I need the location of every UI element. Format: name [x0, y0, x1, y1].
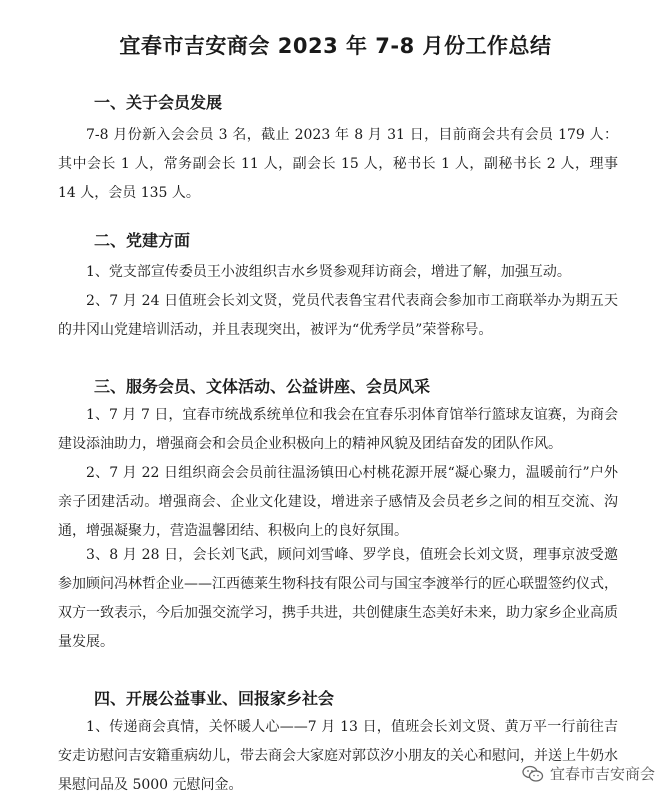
- section-heading-public-welfare: 四、开展公益事业、回报家乡社会: [94, 689, 335, 708]
- paragraph-services-item-3: 3、8 月 28 日，会长刘飞武，顾问刘雪峰、罗学良，值班会长刘文贤，理事京波受邀参加顾问冯林哲企业——江西德莱生物科技有限公司与国宝李渡举行的匠心联盟签约仪式，双方一致表示，今后加强交流学习，携手共进，共创健康生态美好未来，助力家乡企业高质量发展。: [58, 547, 618, 650]
- wechat-icon: [522, 765, 544, 783]
- section-heading-member-services: 三、服务会员、文体活动、公益讲座、会员风采: [94, 377, 431, 396]
- paragraph-party-item-1: 1、党支部宣传委员王小波组织吉水乡贤参观拜访商会，增进了解，加强互动。: [86, 264, 571, 280]
- account-watermark: [522, 763, 655, 784]
- watermark-text: 宜春市吉安商会: [549, 765, 655, 783]
- paragraph-member-stats: 7-8 月份新入会会员 3 名，截止 2023 年 8 月 31 日，目前商会共有会员 179 人：其中会长 1 人，常务副会长 11 人，副会长 15 人，秘书长 1 人，副秘书长 2 人，理事 14 人，会员 135 人。: [58, 127, 618, 201]
- paragraph-services-item-1: 1、7 月 7 日，宜春市统战系统单位和我会在宜春乐羽体育馆举行篮球友谊赛，为商会建设添油助力，增强商会和会员企业积极向上的精神风貌及团结奋发的团队作风。: [58, 407, 618, 452]
- paragraph-services-item-2: 2、7 月 22 日组织商会会员前往温汤镇田心村桃花源开展“凝心聚力，温暖前行”户外亲子团建活动。增强商会、企业文化建设，增进亲子感情及会员老乡之间的相互交流、沟通，增强凝聚力，营造温馨团结、积极向上的良好氛围。: [58, 465, 618, 539]
- paragraph-party-item-2: 2、7 月 24 日值班会长刘文贤，党员代表鲁宝君代表商会参加市工商联举办为期五天的井冈山党建培训活动，并且表现突出，被评为“优秀学员”荣誉称号。: [58, 293, 618, 338]
- section-heading-member-development: 一、关于会员发展: [94, 93, 223, 112]
- document-title: 宜春市吉安商会 2023 年 7-8 月份工作总结: [119, 34, 552, 58]
- paragraph-welfare-item-1: 1、传递商会真情，关怀暖人心——7 月 13 日，值班会长刘文贤、黄万平一行前往吉安走访慰问吉安籍重病幼儿，带去商会大家庭对郭苡汐小朋友的关心和慰问，并送上牛奶水果慰问品及 5000 元慰问金。: [58, 719, 618, 793]
- section-heading-party-building: 二、党建方面: [94, 231, 191, 250]
